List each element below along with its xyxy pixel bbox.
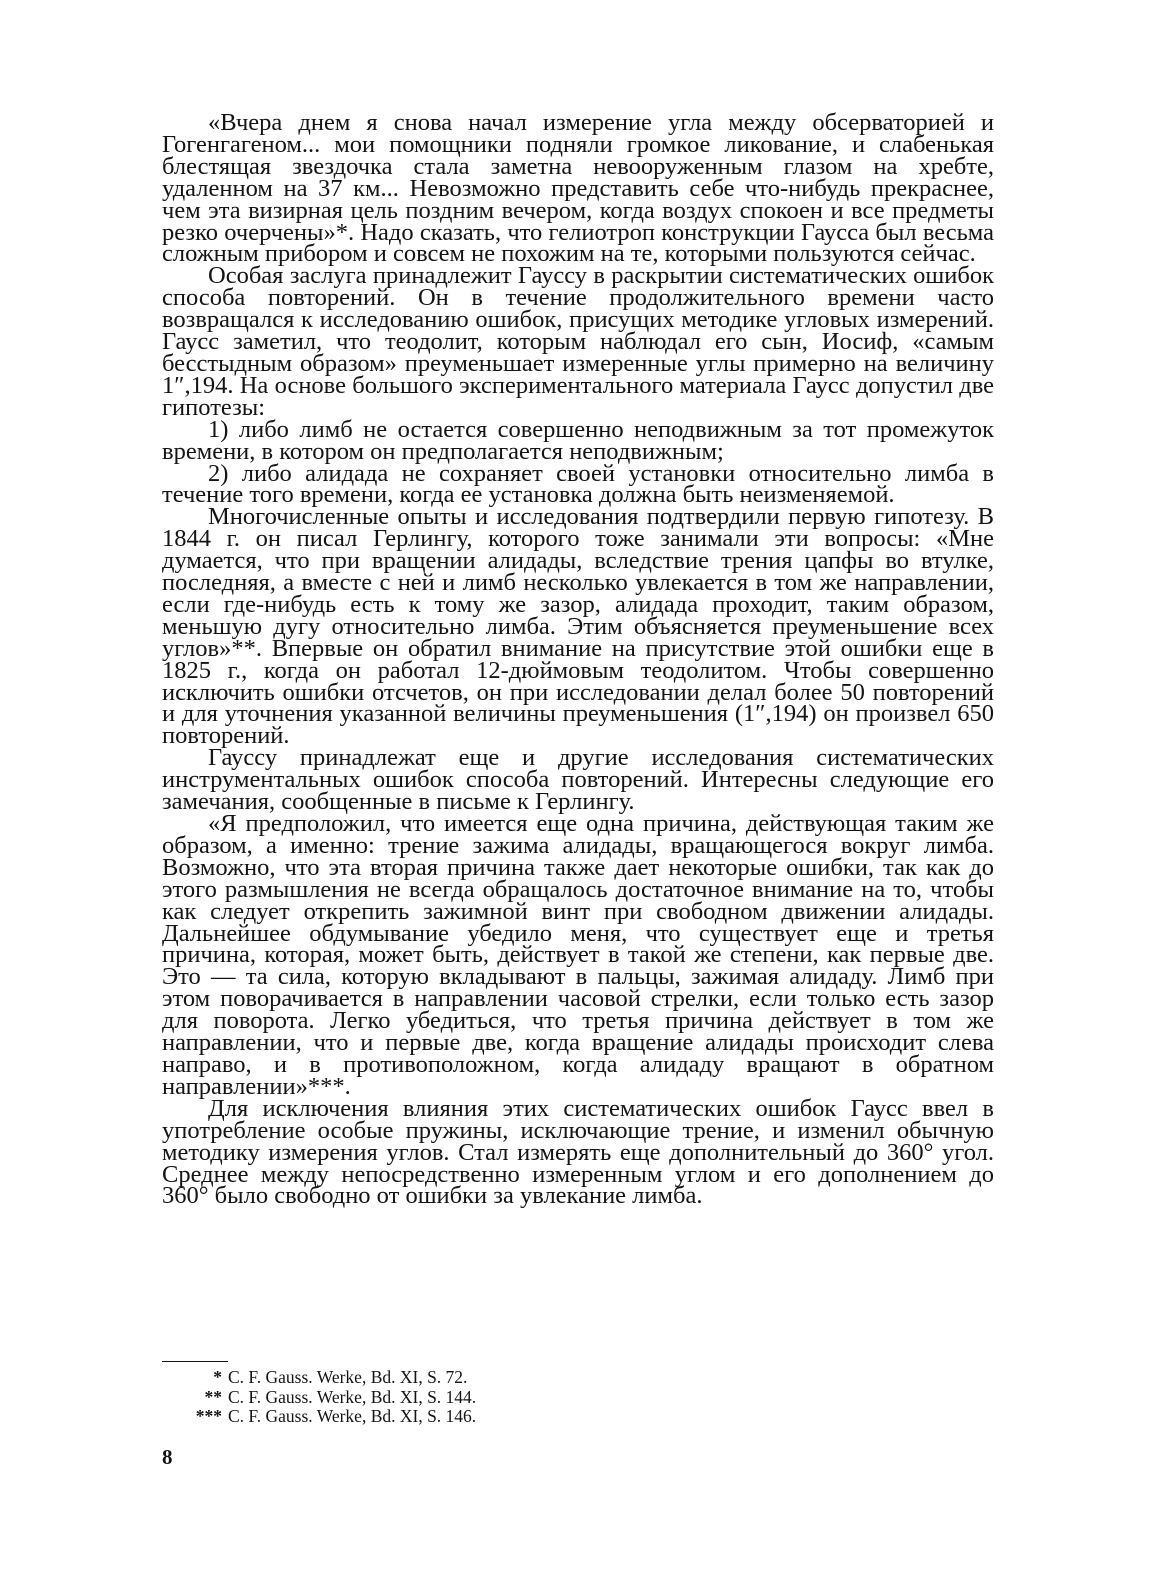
footnote-2 [186,1388,686,1408]
paragraph-quote-heliotrope: «Вчера днем я снова начал измерение угла между обсерваторией и Гогенгагеном... мои помощники подняли громкое ликование, и слабенькая блестящая звездочка стала заметна невооруженным глазом на хребте, удаленном на 37 км... Невозможно представить себе что-нибудь прекраснее, чем эта визирная цель поздним вечером, когда воздух спокоен и все предметы резко очерчены»*. Надо сказать, что гелиотроп конструкции Гаусса был весьма сложным прибором и совсем не похожим на те, которыми пользуются сейчас. [162,109,994,268]
hypothesis-1: 1) либо лимб не остается совершенно неподвижным за тот промежуток времени, в котором он предполагается неподвижным; [162,415,994,465]
footnote-text: C. F. Gauss. Werke, Bd. XI, S. 72. [228,1367,468,1387]
footnote-1 [186,1368,686,1388]
footnote-3 [186,1407,686,1427]
page-number: 8 [162,1445,173,1469]
main-text [162,109,994,1210]
hypothesis-2: 2) либо алидада не сохраняет своей установки относительно лимба в течение того времени, когда ее установка должна быть неизменяемой. [162,459,994,509]
footnote-text: C. F. Gauss. Werke, Bd. XI, S. 144. [228,1386,477,1407]
footnotes [186,1368,686,1427]
footnote-text: C. F. Gauss. Werke, Bd. XI, S. 146. [228,1406,477,1426]
paragraph-exclusion: Для исключения влияния этих систематических ошибок Гаусс ввел в употребление особые пружины, исключающие трение, и изменил обычную методику измерения углов. Стал измерять еще дополнительный до 360° угол. Среднее между непосредственно измеренным углом и его дополнением до 360° было свободно от ошибки за увлекание лимба. [162,1094,994,1210]
footnote-divider [162,1361,228,1362]
footnote-mark: ** [204,1386,222,1407]
footnote-mark: *** [195,1406,222,1426]
paragraph-quote-gerling: «Я предположил, что имеется еще одна причина, действующая таким же образом, а именно: трение зажима алидады, вращающегося вокруг лимба. Возможно, что эта вторая причина также дает некоторые ошибки, так как до этого размышления не всегда обращалось достаточное внимание на то, чтобы как следует открепить зажимной винт при свободном движении алидады. Дальнейшее обдумывание убедило меня, что существует еще и третья причина, которая, может быть, действует в такой же степени, как первые две. Это — та сила, которую вкладывают в пальцы, зажимая алидаду. Лимб при этом поворачивается в направлении часовой стрелки, если только есть зазор для поворота. Легко убедиться, что третья причина действует в том же направлении, что и первые две, когда вращение алидады происходит слева направо, и в противоположном, когда алидаду вращают в обратном направлении»***. [162,810,994,1100]
paragraph-experiments: Многочисленные опыты и исследования подтвердили первую гипотезу. В 1844 г. он писал Герлингу, которого тоже занимали эти вопросы: «Мне думается, что при вращении алидады, вследствие трения цапфы во втулке, последняя, а вместе с ней и лимб несколько увлекается в том же направлении, если где-нибудь есть к тому же зазор, алидада проходит, таким образом, меньшую дугу относительно лимба. Этим объясняется преуменьшение всех углов»**. Впервые он обратил внимание на присутствие этой ошибки еще в 1825 г., когда он работал 12-дюймовым теодолитом. Чтобы совершенно исключить ошибки отсчетов, он при исследовании делал более 50 повторений и для уточнения указанной величины преуменьшения (1″,194) он произвел 650 повторений. [162,503,994,750]
footnote-mark: * [213,1367,222,1387]
paragraph-systematic-errors: Особая заслуга принадлежит Гауссу в раскрытии систематических ошибок способа повторений. Он в течение продолжительного времени часто возвращался к исследованию ошибок, присущих методике угловых измерений. Гаусс заметил, что теодолит, которым наблюдал его сын, Иосиф, «самым бесстыдным образом» преуменьшает измеренные углы примерно на величину 1″,194. На основе большого экспериментального материала Гаусс допустил две гипотезы: [162,262,994,421]
paragraph-other-research: Гауссу принадлежат еще и другие исследования систематических инструментальных ошибок способа повторений. Интересны следующие его замечания, сообщенные в письме к Герлингу. [162,744,994,816]
